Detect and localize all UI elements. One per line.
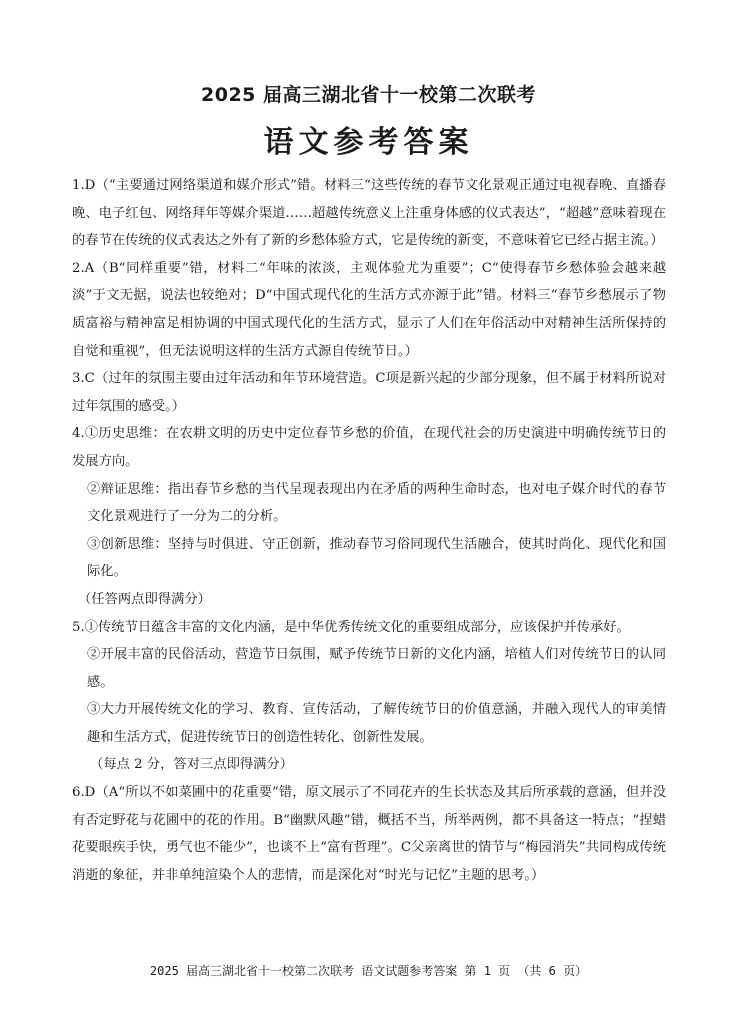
answer-5-point-3: ③大力开展传统文化的学习、教育、宣传活动，了解传统节日的价值意涵，并融入现代人的审美情趣和生活方式，促进传统节日的创造性转化、创新性发展。 — [87, 702, 666, 745]
answer-5-scoring-note: （每点 2 分，答对三点即得满分） — [90, 757, 294, 773]
document-subtitle: 语文参考答案 — [263, 125, 474, 160]
answer-1: 1.D（“主要通过网络渠道和媒介形式”错。材料三“这些传统的春节文化景观正通过电视春晚、直播春晚、电子红包、网络拜年等媒介渠道……超越传统意义上注重身体感的仪式表达”，“超越”意味着现在的春节在传统的仪式表达之外有了新的乡愁体验方式，它是传统的新变，不意味着它已经占据主流。） — [72, 178, 666, 249]
answer-5-point-2: ②开展丰富的民俗活动，营造节日氛围，赋予传统节日新的文化内涵，培植人们对传统节日的认同感。 — [87, 647, 666, 690]
answer-4-point-2: ②辩证思维：指出春节乡愁的当代呈现表现出内在矛盾的两种生命时态，也对电子媒介时代的春节文化景观进行了一分为二的分析。 — [87, 481, 666, 525]
answer-list — [72, 172, 666, 889]
exam-title: 2025 届高三湖北省十一校第二次联考 — [201, 84, 536, 106]
page-footer: 2025 届高三湖北省十一校第二次联考 语文试题参考答案 第 1 页 （共 6 页） — [149, 964, 588, 978]
answer-4-scoring-note: （任答两点即得满分） — [78, 591, 211, 607]
answer-4-point-1: 4.①历史思维：在农耕文明的历史中定位春节乡愁的价值，在现代社会的历史演进中明确传统节日的发展方向。 — [72, 426, 666, 469]
answer-2: 2.A（B“同样重要”错，材料二“年味的浓淡，主观体验尤为重要”；C“使得春节乡愁体验会越来越淡”于文无据，说法也较绝对；D“中国式现代化的生活方式亦源于此”错。材料三“春节乡愁展示了物质富裕与精神富足相协调的中国式现代化的生活方式，显示了人们在年俗活动中对精神生活所保持的自觉和重视”，但无法说明这样的生活方式源自传统节日。） — [72, 260, 666, 359]
answer-4-point-3: ③创新思维：坚持与时俱进、守正创新，推动春节习俗同现代生活融合，使其时尚化、现代化和国际化。 — [87, 536, 666, 580]
answer-6: 6.D（A“所以不如菜圃中的花重要”错，原文展示了不同花卉的生长状态及其后所承载的意涵，但并没有否定野花与花圃中的花的作用。B“幽默风趣”错，概括不当，所举两例，都不具备这一特点；“捏蜡花要眼疾手快，勇气也不能少”，也谈不上“富有哲理”。C父亲离世的情节与“梅园消失”共同构成传统消逝的象征，并非单纯渲染个人的悲情，而是深化对“时光与记忆”主题的思考。） — [72, 785, 666, 883]
answer-3: 3.C（过年的氛围主要由过年活动和年节环境营造。C项是新兴起的少部分现象，但不属于材料所说对过年氛围的感受。） — [72, 371, 666, 414]
answer-5-point-1: 5.①传统节日蕴含丰富的文化内涵，是中华优秀传统文化的重要组成部分，应该保护并传承好。 — [72, 619, 630, 635]
